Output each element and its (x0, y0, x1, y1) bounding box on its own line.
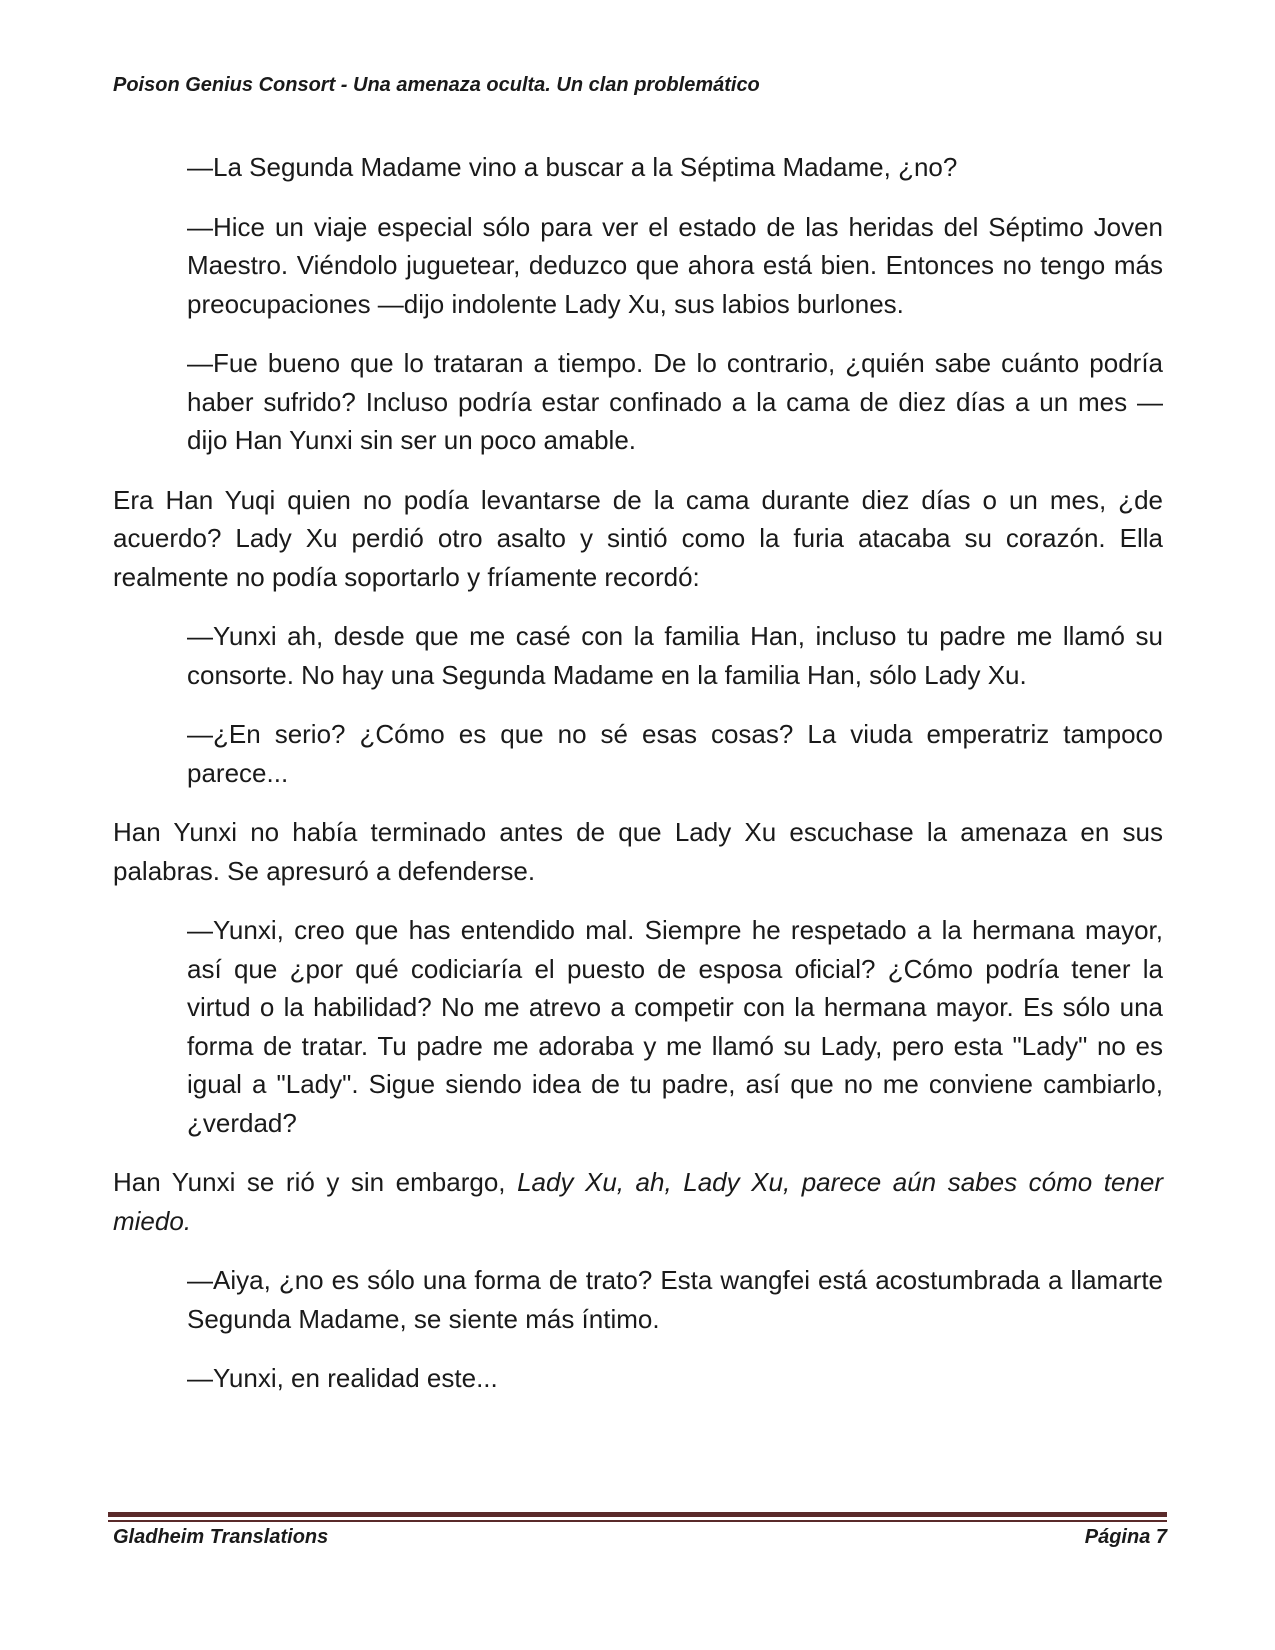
paragraph-italic-text: Lady Xu, ah, Lady Xu, parece aún sabes cómo tener miedo. (113, 1167, 1163, 1236)
page-body (113, 148, 1163, 1419)
paragraph-normal-text: Han Yunxi se rió y sin embargo, (113, 1167, 518, 1197)
paragraph: —Yunxi, creo que has entendido mal. Siempre he respetado a la hermana mayor, así que ¿por qué codiciaría el puesto de esposa oficial? ¿Cómo podría tener la virtud o la habilidad? No me atrevo a competir con la hermana mayor. Es sólo una forma de tratar. Tu padre me adoraba y me llamó su Lady, pero esta "Lady" no es igual a "Lady". Sigue siendo idea de tu padre, así que no me conviene cambiarlo, ¿verdad? (187, 915, 1163, 1138)
footer-rule-thin (108, 1520, 1167, 1522)
footer-rule-thick (108, 1512, 1167, 1517)
footer-publisher: Gladheim Translations (113, 1526, 329, 1548)
paragraph: Han Yunxi no había terminado antes de que Lady Xu escuchase la amenaza en sus palabras. Se apresuró a defenderse. (113, 817, 1163, 886)
page-header: Poison Genius Consort - Una amenaza oculta. Un clan problemático (113, 74, 760, 96)
paragraph: —Fue bueno que lo trataran a tiempo. De lo contrario, ¿quién sabe cuánto podría haber sufrido? Incluso podría estar confinado a la cama de diez días a un mes —dijo Han Yunxi sin ser un poco amable. (187, 348, 1163, 455)
paragraph: —Aiya, ¿no es sólo una forma de trato? Esta wangfei está acostumbrada a llamarte Segunda Madame, se siente más íntimo. (187, 1265, 1163, 1334)
paragraph: —La Segunda Madame vino a buscar a la Séptima Madame, ¿no? (187, 152, 958, 182)
paragraph: Era Han Yuqi quien no podía levantarse de la cama durante diez días o un mes, ¿de acuerdo? Lady Xu perdió otro asalto y sintió como la furia atacaba su corazón. Ella realmente no podía soportarlo y fríamente recordó: (113, 484, 1163, 592)
paragraph: —Yunxi, en realidad este... (187, 1363, 498, 1393)
paragraph-mixed (113, 1163, 1163, 1240)
footer-page-number: Página 7 (1084, 1526, 1167, 1548)
paragraph: —¿En serio? ¿Cómo es que no sé esas cosas? La viuda emperatriz tampoco parece... (187, 719, 1163, 788)
paragraph: —Yunxi ah, desde que me casé con la familia Han, incluso tu padre me llamó su consorte. No hay una Segunda Madame en la familia Han, sólo Lady Xu. (187, 621, 1163, 690)
paragraph: —Hice un viaje especial sólo para ver el estado de las heridas del Séptimo Joven Maestro. Viéndolo juguetear, deduzco que ahora está bien. Entonces no tengo más preocupaciones —dijo indolente Lady Xu, sus labios burlones. (187, 211, 1163, 319)
